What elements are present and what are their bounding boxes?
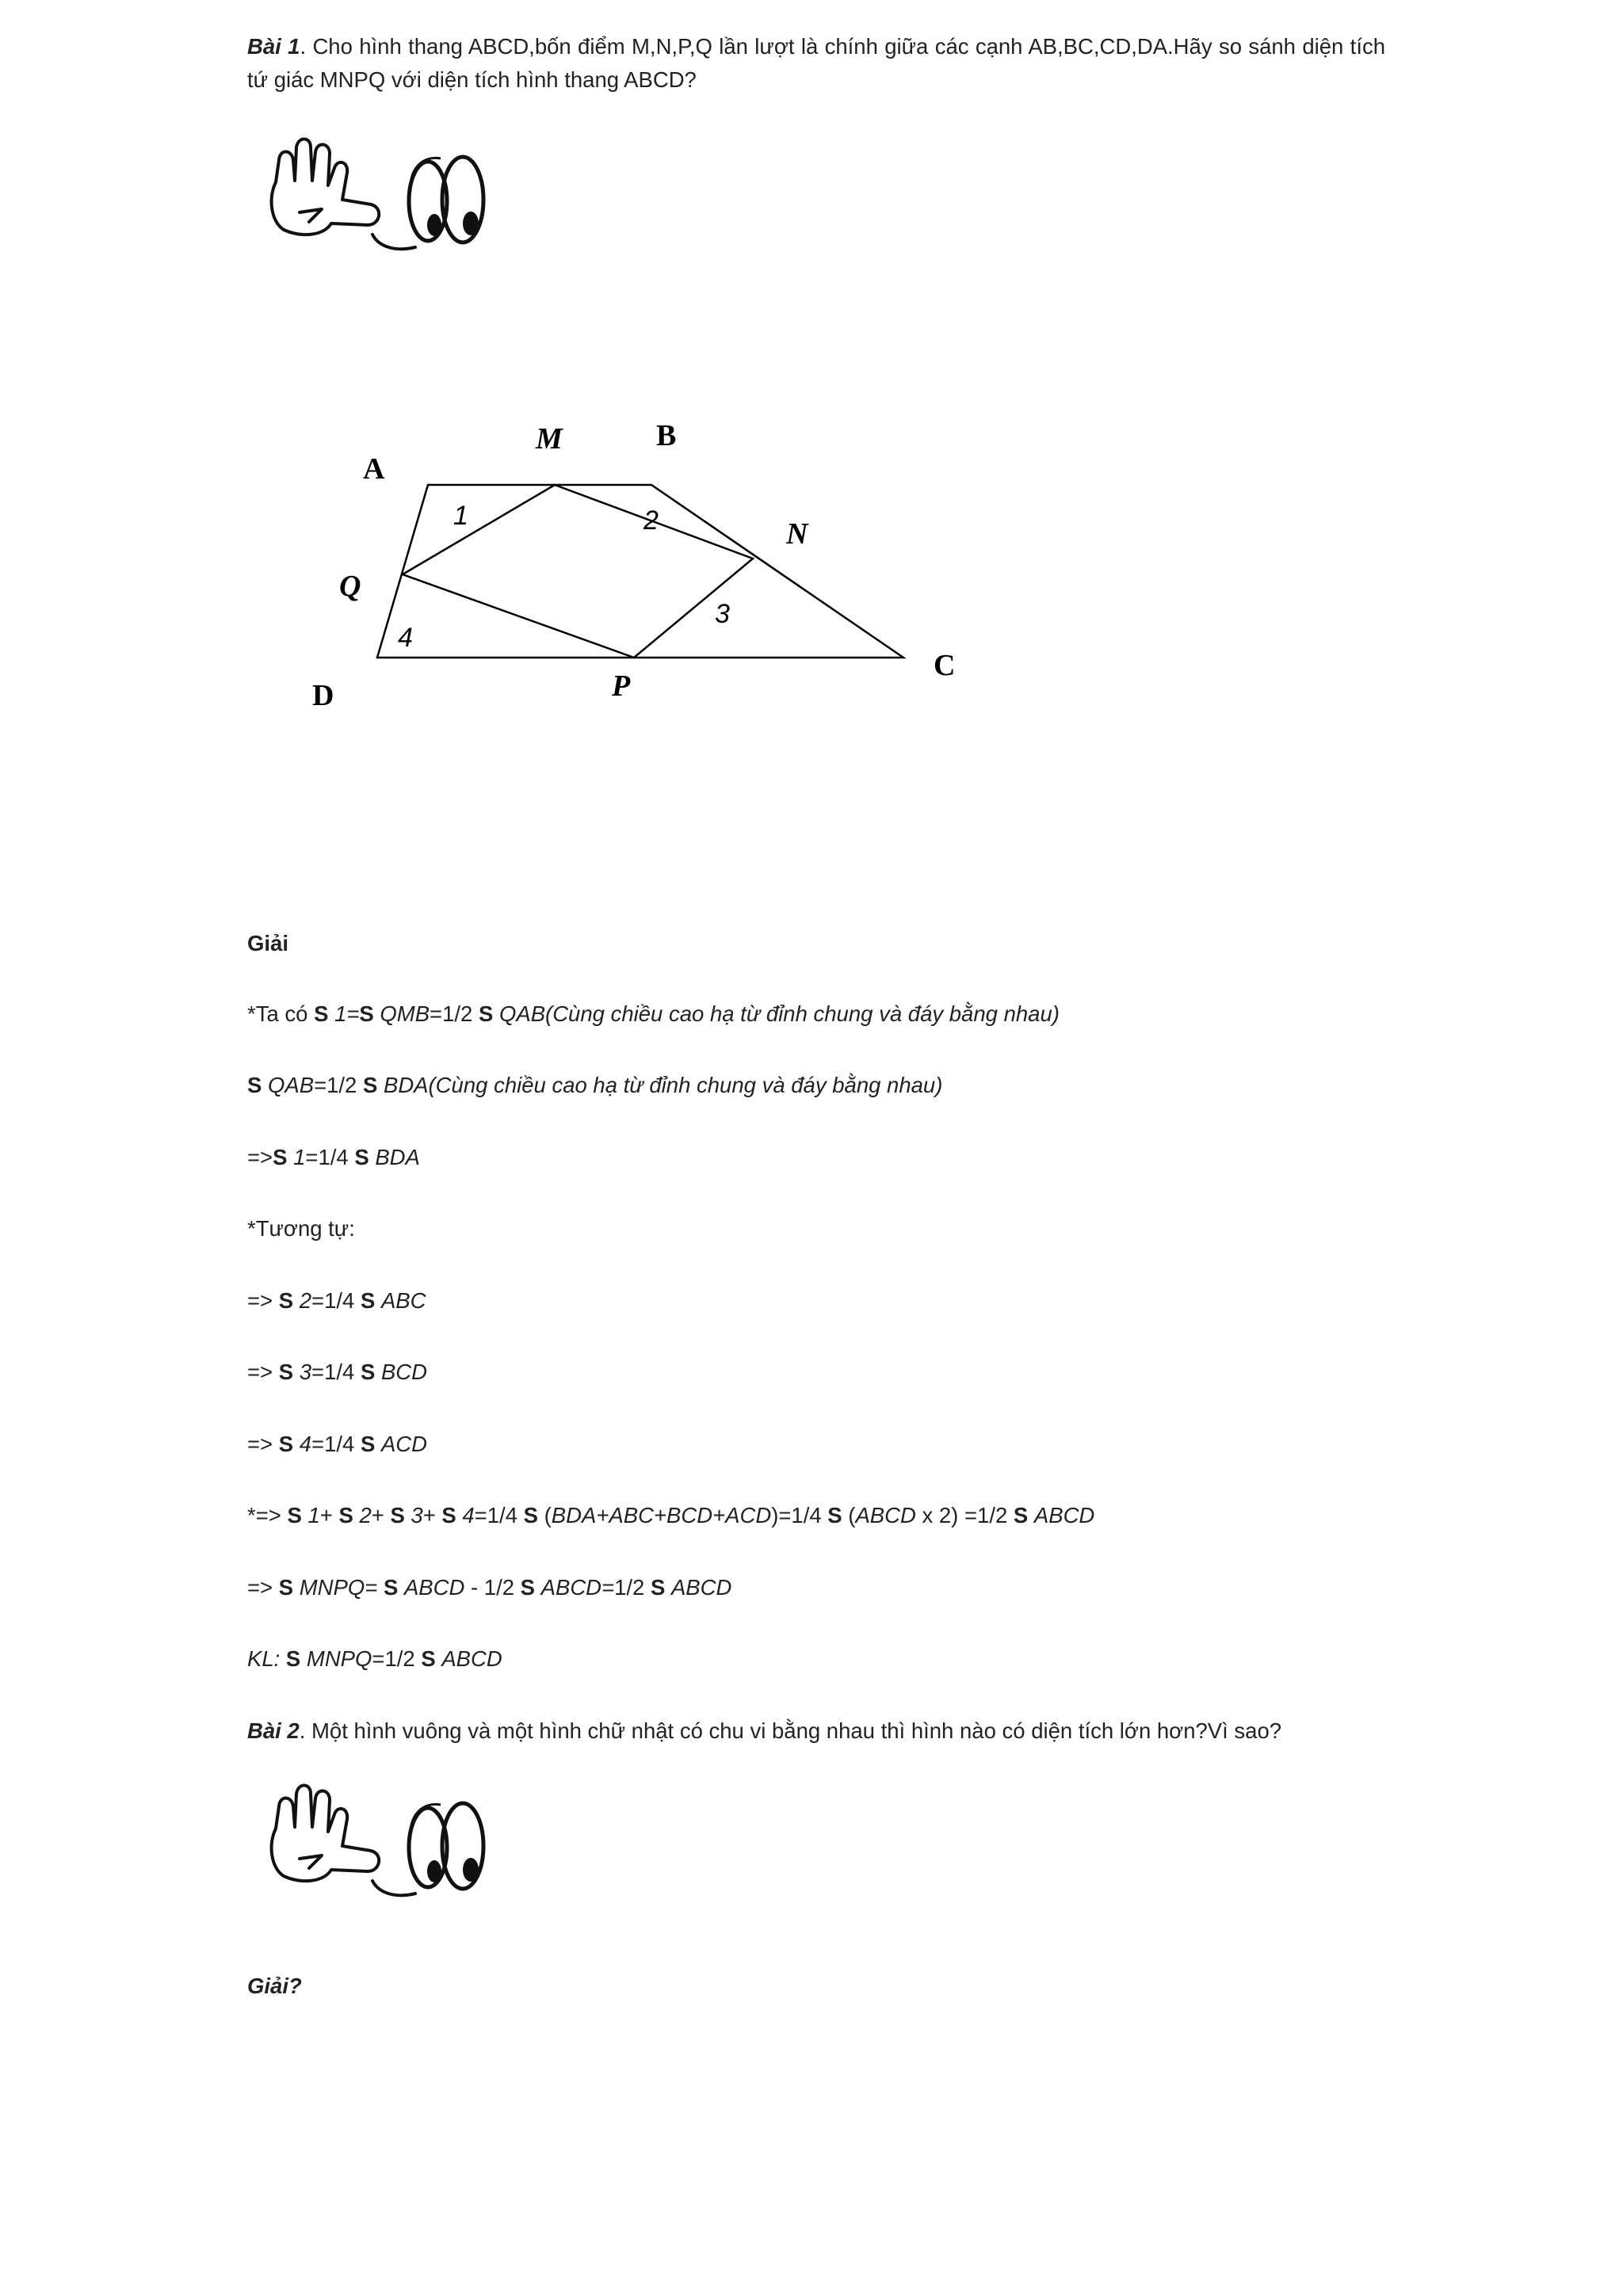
bai1-text: . Cho hình thang ABCD,bốn điểm M,N,P,Q lần lượt là chính giữa các cạnh AB,BC,CD,DA.Hãy so sánh diện tích tứ giác MNPQ với diện tích hình thang ABCD? [247, 34, 1385, 92]
hand-eyes-icon [260, 136, 498, 255]
hand-eyes-icon [260, 1783, 498, 1901]
label-d: D [312, 679, 334, 712]
solution-line-8: *=> S 1+ S 2+ S 3+ S 4=1/4 S (BDA+ABC+BCD+ACD)=1/4 S (ABCD x 2) =1/2 S ABCD [247, 1503, 1095, 1527]
solution-line-2: S QAB=1/2 S BDA(Cùng chiều cao hạ từ đỉnh chung và đáy bằng nhau) [247, 1073, 943, 1097]
label-q: Q [339, 570, 361, 603]
region-3-label: 3 [715, 599, 730, 629]
solution-line-5: => S 2=1/4 S ABC [247, 1288, 426, 1313]
solution-line-6: => S 3=1/4 S BCD [247, 1360, 428, 1384]
bai1-label: Bài 1 [247, 34, 300, 59]
region-2-label: 2 [643, 505, 659, 536]
label-m: M [536, 422, 563, 456]
trapezoid-figure [301, 412, 983, 721]
giai-heading: Giải [247, 931, 288, 955]
region-4-label: 4 [398, 623, 413, 653]
solution-line-1: *Ta có S 1=S QMB=1/2 S QAB(Cùng chiều cao hạ từ đỉnh chung và đáy bằng nhau) [247, 1001, 1060, 1026]
label-b: B [656, 419, 677, 452]
label-p: P [612, 669, 631, 703]
bai2-text: . Một hình vuông và một hình chữ nhật có chu vi bằng nhau thì hình nào có diện tích lớn hơn?Vì sao? [299, 1718, 1282, 1743]
bai1-problem [247, 30, 1385, 97]
label-n: N [786, 517, 808, 551]
conclusion-line: KL: S MNPQ=1/2 S ABCD [247, 1646, 502, 1671]
bai2-label: Bài 2 [247, 1718, 300, 1743]
region-1-label: 1 [453, 501, 468, 531]
label-c: C [934, 649, 956, 682]
solution-line-7: => S 4=1/4 S ACD [247, 1432, 428, 1456]
solution-line-3: =>S 1=1/4 S BDA [247, 1145, 420, 1169]
label-a: A [363, 452, 385, 486]
solution-line-9: => S MNPQ= S ABCD - 1/2 S ABCD=1/2 S ABCD [247, 1575, 732, 1600]
giai2-heading: Giải? [247, 1974, 302, 1998]
solution-line-4: *Tương tự: [247, 1216, 355, 1241]
bai2-problem [247, 1714, 1385, 1748]
